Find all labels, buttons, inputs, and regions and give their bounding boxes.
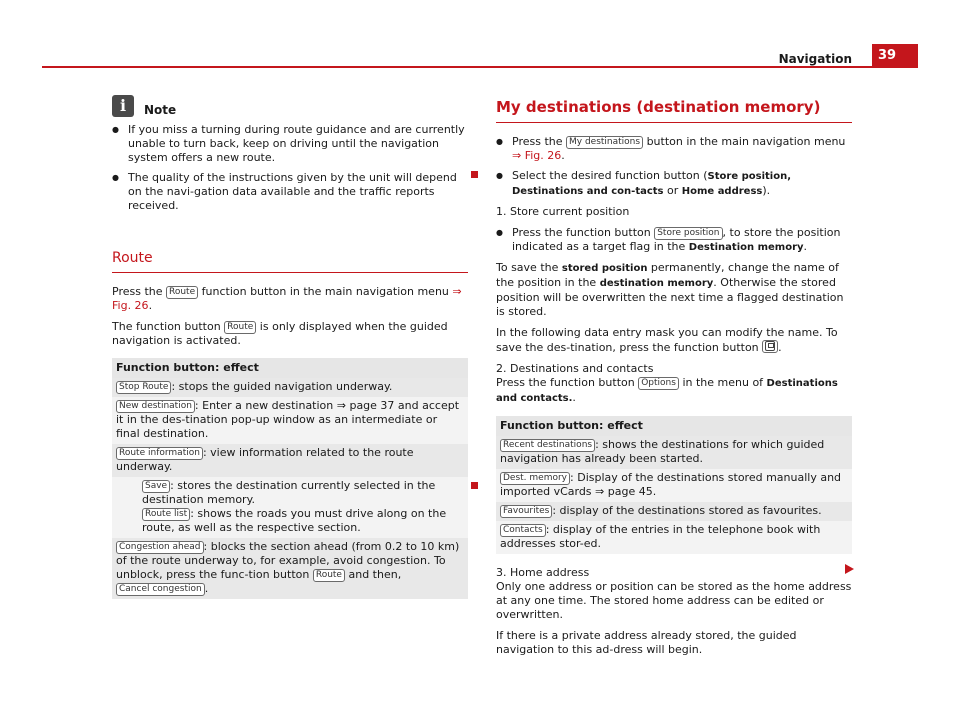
bullet-store-position: ● Press the function button Store position , to store the position indicated as a target flag in the Destination memory. <box>496 226 852 255</box>
route-paragraph-1: Press the Route function button in the main navigation menu ⇒ Fig. 26. <box>112 285 462 312</box>
subsection-heading: 2. Destinations and contacts <box>496 362 654 375</box>
running-header-title: Navigation <box>778 52 852 66</box>
recent-destinations-button[interactable]: Recent destinations <box>500 439 595 452</box>
note-bullet: ● If you miss a turning during route guidance and are currently unable to turn back, keep on driving until the navigation system offers a new route. <box>112 123 468 165</box>
note-bullet: ● The quality of the instructions given by the unit will depend on the navi-gation data available and the traffic reports received. <box>112 171 468 213</box>
subsection-heading: 3. Home address <box>496 566 590 579</box>
table-row: Congestion ahead : blocks the section ahead (from 0.2 to 10 km) of the route underway to, for example, avoid congestion. To unblock, press the func-tion button Route and then, Cancel congestion . <box>112 538 468 599</box>
destinations-function-table <box>496 416 852 554</box>
route-button[interactable]: Route <box>224 321 256 334</box>
right-column <box>496 98 852 664</box>
route-button[interactable]: Route <box>166 286 198 299</box>
subsection-heading: 1. Store current position <box>496 205 630 218</box>
note-box <box>112 95 468 213</box>
favourites-button[interactable]: Favourites <box>500 505 552 518</box>
options-button[interactable]: Options <box>638 377 679 390</box>
bullet-select-function: ● Select the desired function button (Store position, Destinations and con-tacts or Home address). <box>496 169 852 199</box>
route-button[interactable]: Route <box>313 569 345 582</box>
route-list-button[interactable]: Route list <box>142 508 190 521</box>
page-number: 39 <box>872 44 918 68</box>
bullet-my-destinations: ● Press the My destinations button in the main navigation menu ⇒ Fig. 26. <box>496 135 852 163</box>
dest-memory-button[interactable]: Dest. memory <box>500 472 570 485</box>
save-icon-button[interactable] <box>762 340 778 353</box>
paragraph-data-entry-mask: In the following data entry mask you can modify the name. To save the des-tination, press the function button . <box>496 326 838 354</box>
paragraph-save-position: To save the stored position permanently, change the name of the position in the destination memory. Otherwise the stored position will be overwritten the next time a flagged destination is stored. <box>496 261 844 318</box>
route-paragraph-2: The function button Route is only displayed when the guided navigation is activated. <box>112 320 448 347</box>
stop-route-button[interactable]: Stop Route <box>116 381 171 394</box>
paragraph-private-address: If there is a private address already stored, the guided navigation to this ad-dress will begin. <box>496 629 797 656</box>
store-position-button[interactable]: Store position <box>654 227 722 240</box>
cancel-congestion-button[interactable]: Cancel congestion <box>116 583 205 596</box>
save-button[interactable]: Save <box>142 480 170 493</box>
table-header: Function button: effect <box>496 416 852 436</box>
floppy-disk-icon <box>765 341 775 351</box>
my-destinations-button[interactable]: My destinations <box>566 136 643 149</box>
paragraph-home-address: Only one address or position can be stored as the home address at any one time. The stored home address can be edited or overwritten. <box>496 580 852 621</box>
new-destination-button[interactable]: New destination <box>116 400 195 413</box>
header-rule <box>42 66 918 68</box>
note-heading <box>112 95 468 117</box>
continue-arrow-icon <box>845 564 854 574</box>
fig-link[interactable]: ⇒ Fig. 26 <box>112 285 462 312</box>
note-label: Note <box>144 103 177 117</box>
table-row: New destination : Enter a new destination ⇒ page 37 and accept it in the des-tination pop-up window as an intermediate or final destination. <box>112 397 468 444</box>
table-row: Dest. memory : Display of the destinations stored manually and imported vCards ⇒ page 45. <box>496 469 852 502</box>
paragraph-options: Press the function button Options in the menu of Destinations and contacts.. <box>496 376 838 404</box>
section-end-mark <box>471 171 478 178</box>
congestion-ahead-button[interactable]: Congestion ahead <box>116 541 204 554</box>
table-row: Recent destinations : shows the destinations for which guided navigation has already been started. <box>496 436 852 469</box>
table-row: Route information : view information related to the route underway. <box>112 444 468 477</box>
contacts-button[interactable]: Contacts <box>500 524 546 537</box>
my-destinations-title: My destinations (destination memory) <box>496 98 852 123</box>
route-section-title: Route <box>112 249 468 273</box>
route-information-button[interactable]: Route information <box>116 447 203 460</box>
fig-link[interactable]: ⇒ Fig. 26 <box>512 149 562 162</box>
route-function-table <box>112 358 468 599</box>
table-row: Save : stores the destination currently selected in the destination memory. Route list : shows the roads you must drive along on the route, as well as the respective section. <box>112 477 468 538</box>
table-row: Contacts : display of the entries in the telephone book with addresses stor-ed. <box>496 521 852 554</box>
table-header: Function button: effect <box>112 358 468 378</box>
table-row: Stop Route : stops the guided navigation underway. <box>112 378 468 397</box>
info-icon: i <box>112 95 134 117</box>
left-column <box>112 95 468 599</box>
table-row: Favourites : display of the destinations stored as favourites. <box>496 502 852 521</box>
section-end-mark <box>471 482 478 489</box>
